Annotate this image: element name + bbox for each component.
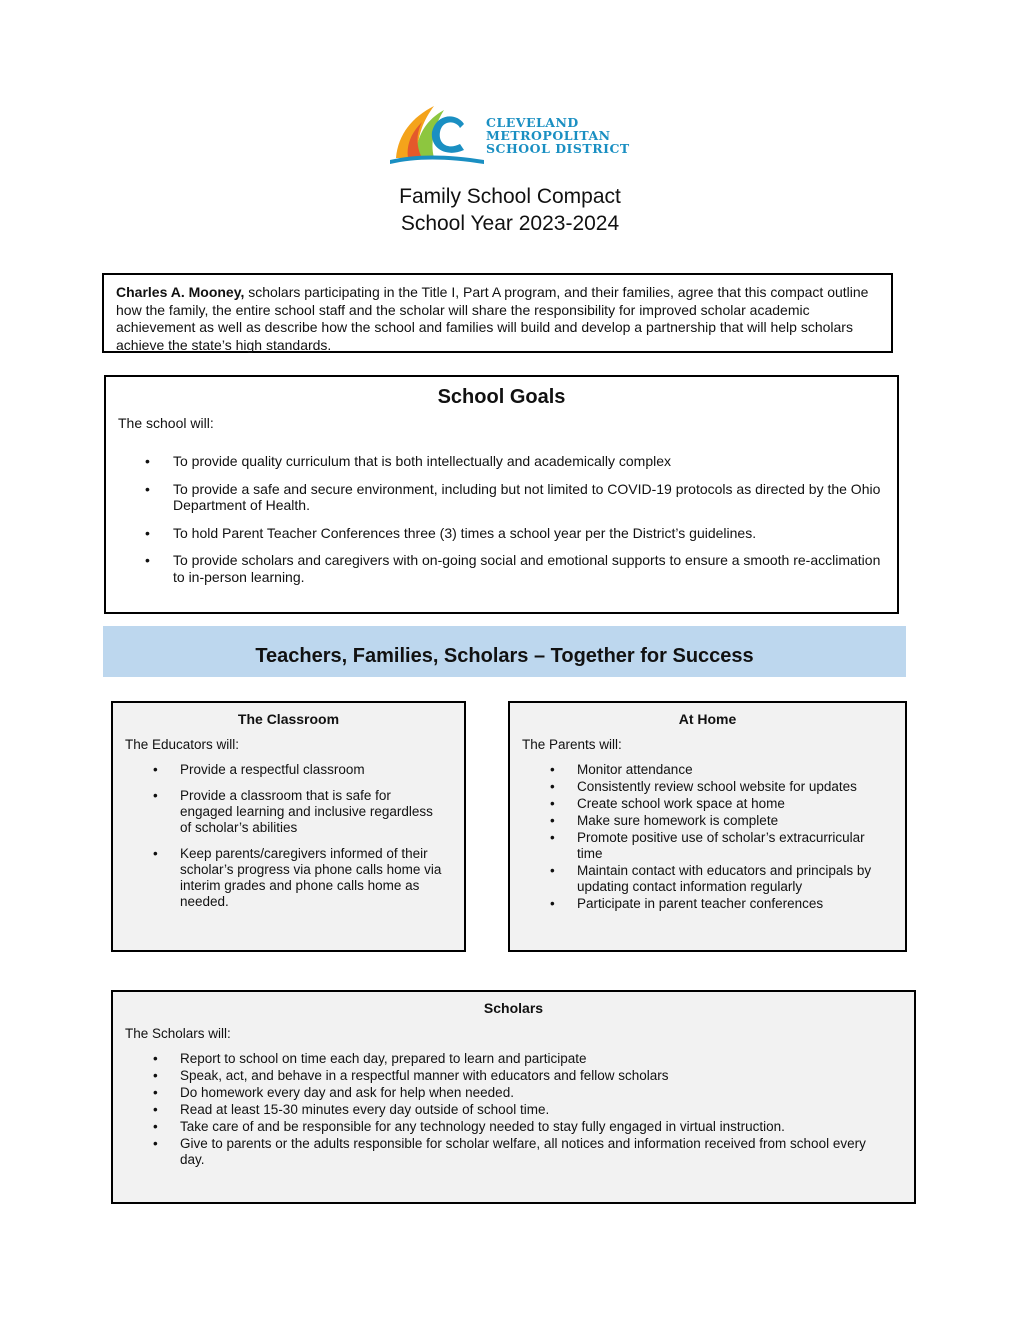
list-item — [510, 762, 885, 778]
school-goals-list — [118, 453, 885, 585]
scholars-list — [113, 1051, 914, 1168]
logo-emblem-icon — [386, 98, 486, 166]
section-banner: Teachers, Families, Scholars – Together for Success — [103, 626, 906, 677]
district-logo — [386, 98, 636, 166]
bullet-icon: • — [153, 788, 158, 803]
at-home-intro: The Parents will: — [522, 737, 622, 752]
list-item — [510, 830, 885, 862]
bullet-icon: • — [550, 813, 555, 828]
bullet-icon: • — [145, 480, 150, 497]
classroom-intro: The Educators will: — [125, 737, 240, 752]
classroom-box — [111, 701, 466, 952]
bullet-icon: • — [153, 846, 158, 861]
title-line-2: School Year 2023-2024 — [400, 212, 620, 235]
list-item — [118, 552, 885, 585]
list-item-text: To hold Parent Teacher Conferences three (3) times a school year per the District’s guidelines. — [173, 524, 757, 541]
list-item — [510, 779, 885, 795]
logo-line-3: SCHOOL DISTRICT — [486, 141, 630, 156]
list-item-text: Participate in parent teacher conferences — [577, 896, 824, 911]
classroom-title: The Classroom — [237, 711, 340, 727]
logo-line-1: CLEVELAND — [486, 115, 579, 130]
list-item — [113, 1085, 890, 1101]
list-item-text: Give to parents or the adults responsible for scholar welfare, all notices and information received from school every day. — [180, 1136, 866, 1167]
scholars-intro: The Scholars will: — [125, 1026, 231, 1041]
list-item-text: Promote positive use of scholar’s extracurricular time — [577, 830, 865, 861]
scholars-box — [111, 990, 916, 1204]
bullet-icon: • — [153, 1068, 158, 1083]
bullet-icon: • — [153, 762, 158, 777]
list-item-text: Take care of and be responsible for any technology needed to stay fully engaged in virtual instruction. — [180, 1119, 785, 1134]
list-item-text: Read at least 15-30 minutes every day outside of school time. — [180, 1102, 550, 1117]
bullet-icon: • — [153, 1085, 158, 1100]
list-item-text: Make sure homework is complete — [577, 813, 779, 828]
list-item-text: Consistently review school website for updates — [577, 779, 857, 794]
intro-box — [102, 273, 893, 353]
list-item — [113, 1136, 890, 1168]
list-item-text: Do homework every day and ask for help when needed. — [180, 1085, 514, 1100]
bullet-icon: • — [153, 1119, 158, 1134]
list-item-text: Speak, act, and behave in a respectful manner with educators and fellow scholars — [180, 1068, 669, 1083]
list-item-text: Report to school on time each day, prepared to learn and participate — [180, 1051, 587, 1066]
list-item — [113, 1102, 890, 1118]
intro-text: scholars participating in the Title I, Part A program, and their families, agree that this compact outline how the family, the entire school staff and the scholar will share the responsibility for improved scholar academic achievement as well as describe how the school and families will build and develop a partnership that will help scholars achieve the state’s high standards. — [116, 284, 869, 353]
list-item — [113, 1119, 890, 1135]
bullet-icon: • — [153, 1102, 158, 1117]
document-title — [0, 183, 1020, 237]
list-item-text: Provide a respectful classroom — [180, 762, 365, 777]
list-item — [113, 762, 444, 778]
list-item-text: Provide a classroom that is safe for engaged learning and inclusive regardless of scholar’s abilities — [180, 788, 433, 835]
bullet-icon: • — [550, 796, 555, 811]
list-item — [118, 525, 885, 542]
logo-line-2: METROPOLITAN — [486, 128, 611, 143]
bullet-icon: • — [153, 1051, 158, 1066]
school-goals-intro: The school will: — [118, 415, 214, 431]
bullet-icon: • — [550, 762, 555, 777]
list-item-text: Maintain contact with educators and principals by updating contact information regularly — [577, 863, 872, 894]
bullet-icon: • — [550, 896, 555, 911]
list-item — [113, 788, 444, 836]
school-name: Charles A. Mooney, — [116, 284, 245, 300]
list-item — [510, 796, 885, 812]
at-home-title: At Home — [678, 711, 737, 727]
bullet-icon: • — [145, 524, 150, 541]
list-item — [510, 896, 885, 912]
title-line-1: Family School Compact — [399, 185, 621, 208]
list-item — [118, 453, 885, 470]
bullet-icon: • — [550, 863, 555, 878]
bullet-icon: • — [145, 552, 150, 568]
school-goals-box — [104, 375, 899, 614]
classroom-list — [113, 762, 464, 910]
at-home-list — [510, 762, 905, 912]
list-item — [510, 863, 885, 895]
list-item-text: To provide scholars and caregivers with on-going social and emotional supports to ensure a smooth re-acclimation to in-person learning. — [173, 552, 881, 585]
list-item-text: Monitor attendance — [577, 762, 693, 777]
bullet-icon: • — [145, 453, 150, 469]
at-home-box — [508, 701, 907, 952]
list-item-text: To provide a safe and secure environment, including but not limited to COVID-19 protocols as directed by the Ohio Department of Health. — [173, 480, 881, 513]
bullet-icon: • — [153, 1136, 158, 1151]
list-item — [118, 481, 885, 514]
bullet-icon: • — [550, 830, 555, 845]
list-item — [510, 813, 885, 829]
scholars-title: Scholars — [483, 1000, 544, 1016]
list-item — [113, 1051, 890, 1067]
school-goals-title: School Goals — [437, 386, 566, 408]
list-item — [113, 846, 444, 910]
list-item-text: To provide quality curriculum that is both intellectually and academically complex — [173, 453, 672, 469]
list-item — [113, 1068, 890, 1084]
bullet-icon: • — [550, 779, 555, 794]
list-item-text: Keep parents/caregivers informed of their scholar’s progress via phone calls home via interim grades and phone calls home as needed. — [180, 846, 442, 909]
list-item-text: Create school work space at home — [577, 796, 785, 811]
